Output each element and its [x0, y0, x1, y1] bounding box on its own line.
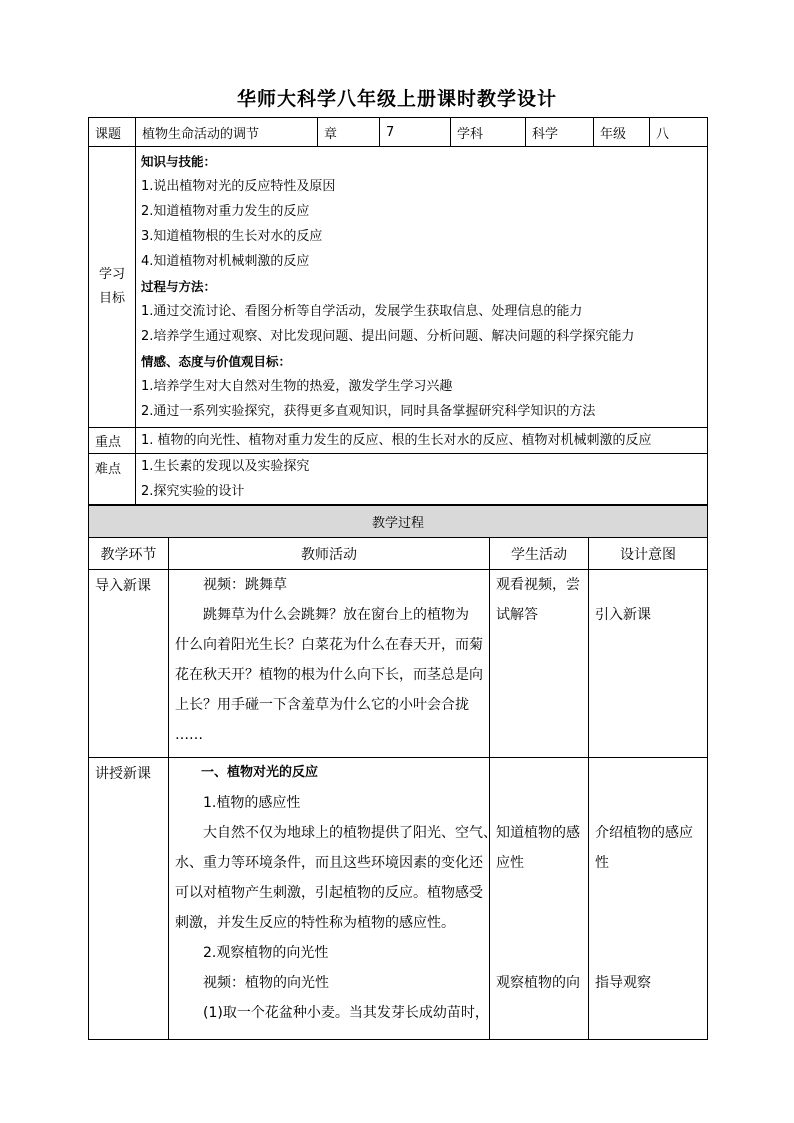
objectives-content [136, 147, 708, 428]
difficulties-content [136, 454, 708, 505]
process-header: 教学过程 [89, 506, 708, 538]
keypoints-label: 重点 [89, 428, 136, 454]
teacher-line: 什么向着阳光生长？白菜花为什么在春天开，而菊 [175, 637, 483, 653]
lecture-intent [589, 758, 708, 1040]
lecture-student [490, 758, 589, 1040]
teacher-line: 一、植物对光的反应 [201, 765, 319, 780]
teacher-line: 1.植物的感应性 [203, 795, 301, 811]
teacher-line: 大自然不仅为地球上的植物提供了阳光、空气、 [203, 825, 497, 841]
lecture-stage: 讲授新课 [89, 758, 169, 1040]
subject-value: 科学 [526, 118, 594, 147]
teacher-line: 水、重力等环境条件，而且这些环境因素的变化还 [175, 855, 483, 871]
keypoints-text: 1. 植物的向光性、植物对重力发生的反应、根的生长对水的反应、植物对机械刺激的反应 [136, 428, 708, 454]
intent-line: 指导观察 [595, 975, 651, 991]
topic-label: 课题 [89, 118, 136, 147]
teacher-line: 可以对植物产生刺激，引起植物的反应。植物感受 [175, 885, 483, 901]
column-stage: 教学环节 [89, 538, 169, 570]
lecture-teacher [169, 758, 497, 1040]
difficulty-item: 1.生长素的发现以及实验探究 [141, 459, 310, 474]
chapter-label: 章 [318, 118, 380, 147]
column-teacher: 教师活动 [169, 538, 490, 570]
process-header-row [89, 506, 708, 538]
teacher-line: 刺激，并发生反应的特性称为植物的感应性。 [175, 915, 455, 931]
difficulty-item: 2.探究实验的设计 [141, 484, 245, 499]
objective-item: 1.说出植物对光的反应特性及原因 [141, 179, 336, 194]
objectives-label [89, 147, 136, 428]
chapter-value: 7 [380, 118, 451, 147]
teacher-line: 视频：跳舞草 [203, 577, 287, 593]
intro-student [490, 570, 589, 758]
teacher-line: 花在秋天开？植物的根为什么向下长，而茎总是向 [175, 667, 483, 683]
student-line: 试解答 [496, 607, 538, 623]
objective-heading: 知识与技能： [141, 154, 217, 169]
objective-item: 2.通过一系列实验探究，获得更多直观知识，同时具备掌握研究科学知识的方法 [141, 404, 596, 419]
objectives-label-text: 学习目标 [98, 267, 125, 306]
student-line: 观看视频，尝 [496, 577, 580, 593]
page-title: 华师大科学八年级上册课时教学设计 [236, 88, 557, 110]
info-row [89, 118, 708, 147]
process-columns-row [89, 538, 708, 570]
objective-item: 1.培养学生对大自然对生物的热爱，激发学生学习兴趣 [141, 379, 453, 394]
intro-teacher [169, 570, 490, 758]
intent-line: 引入新课 [595, 607, 651, 623]
difficulties-row [89, 454, 708, 505]
objective-item: 1.通过交流讨论、看图分析等自学活动，发展学生获取信息、处理信息的能力 [141, 304, 583, 319]
objective-heading: 情感、态度与价值观目标： [141, 354, 292, 369]
student-line: 观察植物的向 [496, 975, 580, 991]
column-intent: 设计意图 [589, 538, 708, 570]
intro-stage: 导入新课 [89, 570, 169, 758]
teacher-line: 上长？用手碰一下含羞草为什么它的小叶会合拢 [175, 697, 469, 713]
keypoints-row [89, 428, 708, 454]
teacher-line: (1)取一个花盆种小麦。当其发芽长成幼苗时， [203, 1005, 489, 1021]
objective-item: 3.知道植物根的生长对水的反应 [141, 229, 323, 244]
lecture-row [89, 758, 708, 1040]
objective-item: 2.培养学生通过观察、对比发现问题、提出问题、分析问题、解决问题的科学探究能力 [141, 329, 635, 344]
objective-item: 4.知道植物对机械刺激的反应 [141, 254, 310, 269]
subject-label: 学科 [451, 118, 526, 147]
difficulties-label: 难点 [89, 454, 136, 505]
intent-line: 性 [595, 855, 609, 871]
grade-label: 年级 [594, 118, 650, 147]
topic-value: 植物生命活动的调节 [136, 118, 318, 147]
intro-row [89, 570, 708, 758]
objective-heading: 过程与方法： [141, 279, 217, 294]
teacher-line: 视频：植物的向光性 [203, 975, 329, 991]
intent-line: 介绍植物的感应 [595, 825, 693, 841]
intro-intent [589, 570, 708, 758]
column-student: 学生活动 [490, 538, 589, 570]
info-table [88, 117, 708, 505]
teacher-line: 2.观察植物的向光性 [203, 945, 329, 961]
teacher-line: …… [175, 727, 203, 743]
objectives-row [89, 147, 708, 428]
student-line: 应性 [496, 855, 524, 871]
teacher-line: 跳舞草为什么会跳舞？放在窗台上的植物为 [203, 607, 469, 623]
process-table [88, 505, 708, 1040]
student-line: 知道植物的感 [496, 825, 580, 841]
objective-item: 2.知道植物对重力发生的反应 [141, 204, 310, 219]
grade-value: 八 [650, 118, 708, 147]
